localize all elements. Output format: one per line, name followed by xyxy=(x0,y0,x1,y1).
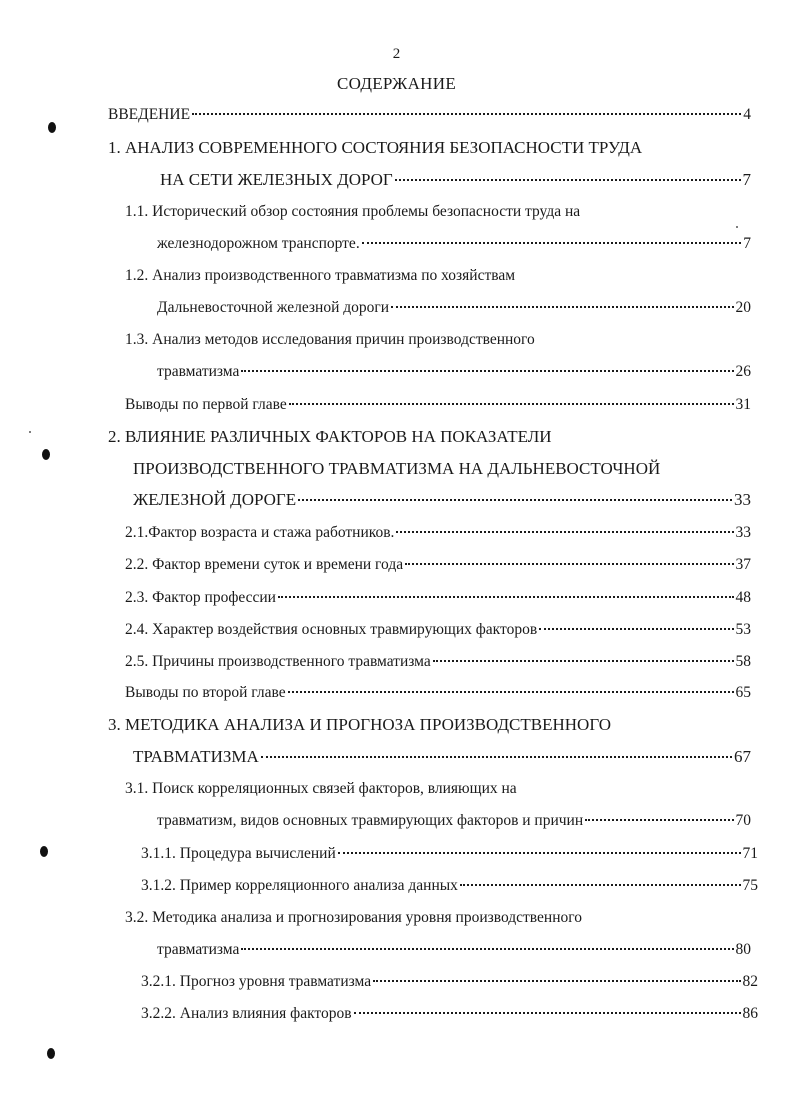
toc-entry-page: 82 xyxy=(742,973,758,990)
toc-section-1-1-heading xyxy=(125,203,580,221)
leader-dots xyxy=(192,113,741,115)
toc-section-1-2-heading xyxy=(125,267,515,285)
toc-entry-text: ЖЕЛЕЗНОЙ ДОРОГЕ xyxy=(133,490,297,509)
toc-entry-page: 86 xyxy=(742,1005,758,1022)
punch-hole-1 xyxy=(48,122,56,133)
toc-entry-text: травматизма xyxy=(157,941,240,958)
toc-entry-text: железнодорожном транспорте. xyxy=(157,235,360,252)
toc-entry-page: 67 xyxy=(734,747,751,766)
toc-entry-text: 2.2. Фактор времени суток и времени года xyxy=(125,556,404,573)
toc-entry-text: 3.1.2. Пример корреляционного анализа данных xyxy=(141,877,458,894)
toc-entry-page: 7 xyxy=(743,235,751,252)
scan-speck xyxy=(29,431,31,433)
leader-dots xyxy=(289,403,734,405)
toc-entry-page: 71 xyxy=(742,845,758,862)
toc-section-3-1-2[interactable] xyxy=(141,877,758,895)
toc-entry-page: 70 xyxy=(735,812,751,829)
toc-entry-text: Дальневосточной железной дороги xyxy=(157,299,390,316)
toc-entry-text: 2.4. Характер воздействия основных травмирующих факторов xyxy=(125,621,538,638)
leader-dots xyxy=(362,242,742,244)
page-number: 2 xyxy=(392,46,401,62)
toc-entry-page: 53 xyxy=(735,621,751,638)
leader-dots xyxy=(261,756,732,758)
toc-entry-page: 20 xyxy=(735,299,751,316)
toc-entry-text: ВВЕДЕНИЕ xyxy=(108,106,191,123)
toc-section-3-1[interactable] xyxy=(157,812,751,830)
toc-section-1-3-heading xyxy=(125,331,535,349)
toc-entry-text: 3.2. Методика анализа и прогнозирования уровня производственного xyxy=(125,909,582,926)
leader-dots xyxy=(354,1012,741,1014)
toc-entry-text: 3.2.2. Анализ влияния факторов xyxy=(141,1005,352,1022)
toc-entry-page: 4 xyxy=(743,106,751,123)
toc-entry-page: 31 xyxy=(735,396,751,413)
toc-chapter-2[interactable] xyxy=(133,490,751,510)
toc-entry-text: 3.1. Поиск корреляционных связей факторов, влияющих на xyxy=(125,780,517,797)
toc-section-3-2-heading xyxy=(125,909,582,927)
toc-entry-text: травматизм, видов основных травмирующих факторов и причин xyxy=(157,812,584,829)
leader-dots xyxy=(539,628,733,630)
toc-entry-page: 33 xyxy=(734,490,751,509)
toc-section-1-3[interactable] xyxy=(157,363,751,381)
leader-dots xyxy=(395,179,741,181)
toc-chapter-2-line2: ПРОИЗВОДСТВЕННОГО ТРАВМАТИЗМА НА ДАЛЬНЕВОСТОЧНОЙ xyxy=(133,459,661,478)
leader-dots xyxy=(405,563,733,565)
toc-entry-page: 65 xyxy=(735,684,751,701)
toc-section-1-1[interactable] xyxy=(157,235,751,253)
toc-entry-text: 2.1.Фактор возраста и стажа работников. xyxy=(125,524,395,541)
toc-conclusions-1[interactable] xyxy=(125,396,751,414)
toc-chapter-1[interactable] xyxy=(160,170,751,190)
toc-entry-page: 48 xyxy=(735,589,751,606)
toc-entry-text: 1.1. Исторический обзор состояния проблемы безопасности труда на xyxy=(125,203,581,220)
toc-chapter-2-line1: 2. ВЛИЯНИЕ РАЗЛИЧНЫХ ФАКТОРОВ НА ПОКАЗАТЕЛИ xyxy=(108,427,552,446)
toc-conclusions-2[interactable] xyxy=(125,684,751,702)
toc-section-2-1[interactable] xyxy=(125,524,751,542)
toc-section-3-1-1[interactable] xyxy=(141,845,758,863)
leader-dots xyxy=(460,884,741,886)
leader-dots xyxy=(298,499,732,501)
toc-section-2-2[interactable] xyxy=(125,556,751,574)
toc-section-3-2[interactable] xyxy=(157,941,751,959)
toc-chapter-3-line1: 3. МЕТОДИКА АНАЛИЗА И ПРОГНОЗА ПРОИЗВОДСТВЕННОГО xyxy=(108,715,612,734)
leader-dots xyxy=(433,660,734,662)
toc-entry-text: 2.3. Фактор профессии xyxy=(125,589,276,606)
toc-entry-intro[interactable] xyxy=(108,106,751,124)
leader-dots xyxy=(396,531,733,533)
leader-dots xyxy=(373,980,740,982)
toc-chapter-2-heading-2 xyxy=(133,459,660,479)
toc-chapter-1-heading xyxy=(108,138,642,158)
toc-entry-text: 2.5. Причины производственного травматизма xyxy=(125,653,431,670)
toc-entry-text: НА СЕТИ ЖЕЛЕЗНЫХ ДОРОГ xyxy=(160,170,393,189)
toc-chapter-3[interactable] xyxy=(133,747,751,767)
toc-section-3-2-1[interactable] xyxy=(141,973,758,991)
toc-entry-page: 26 xyxy=(735,363,751,380)
toc-chapter-1-line1: 1. АНАЛИЗ СОВРЕМЕННОГО СОСТОЯНИЯ БЕЗОПАСНОСТИ ТРУДА xyxy=(108,138,643,157)
toc-entry-text: 1.2. Анализ производственного травматизма по хозяйствам xyxy=(125,267,516,284)
toc-entry-text: травматизма xyxy=(157,363,240,380)
toc-entry-text: ТРАВМАТИЗМА xyxy=(133,747,259,766)
toc-entry-text: 1.3. Анализ методов исследования причин производственного xyxy=(125,331,535,348)
toc-entry-page: 80 xyxy=(735,941,751,958)
toc-section-2-3[interactable] xyxy=(125,589,751,607)
punch-hole-2 xyxy=(42,449,50,460)
toc-entry-page: 75 xyxy=(742,877,758,894)
toc-entry-page: 58 xyxy=(735,653,751,670)
toc-section-3-1-heading xyxy=(125,780,517,798)
toc-entry-page: 33 xyxy=(735,524,751,541)
scan-speck xyxy=(736,226,738,228)
leader-dots xyxy=(288,691,734,693)
leader-dots xyxy=(338,852,741,854)
leader-dots xyxy=(241,948,733,950)
toc-entry-text: Выводы по первой главе xyxy=(125,396,287,413)
leader-dots xyxy=(391,306,733,308)
toc-chapter-2-heading xyxy=(108,427,552,447)
toc-entry-page: 7 xyxy=(742,170,751,189)
leader-dots xyxy=(585,819,733,821)
page-title: СОДЕРЖАНИЕ xyxy=(336,74,457,93)
toc-section-2-5[interactable] xyxy=(125,653,751,671)
toc-chapter-3-heading xyxy=(108,715,611,735)
toc-section-3-2-2[interactable] xyxy=(141,1005,758,1023)
toc-entry-page: 37 xyxy=(735,556,751,573)
leader-dots xyxy=(278,596,734,598)
toc-entry-text: 3.2.1. Прогноз уровня травматизма xyxy=(141,973,372,990)
leader-dots xyxy=(241,370,733,372)
punch-hole-3 xyxy=(40,846,48,857)
punch-hole-4 xyxy=(47,1048,55,1059)
toc-section-2-4[interactable] xyxy=(125,621,751,639)
toc-entry-text: Выводы по второй главе xyxy=(125,684,286,701)
toc-section-1-2[interactable] xyxy=(157,299,751,317)
toc-entry-text: 3.1.1. Процедура вычислений xyxy=(141,845,336,862)
